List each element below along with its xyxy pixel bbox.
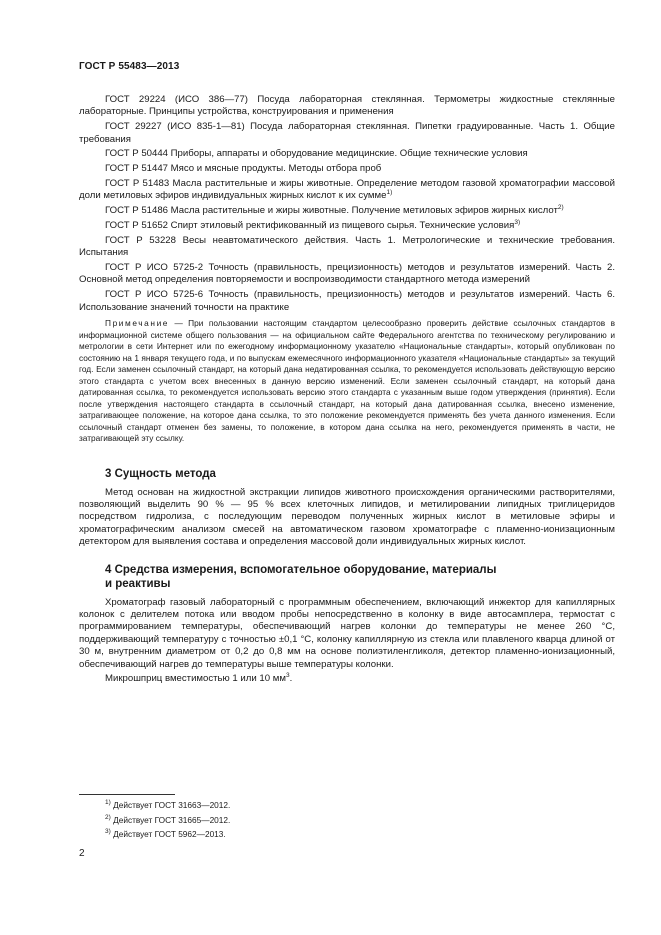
paragraph-end: . [289,672,293,684]
reference-item [79,205,615,217]
footnote-mark: 3) [514,219,521,226]
reference-item: ГОСТ Р ИСО 5725-6 Точность (правильность, прецизионность) методов и результатов измерений. Часть 6. Использование значений точности на практике [79,289,615,313]
reference-item [79,178,615,203]
reference-item: ГОСТ Р 51447 Мясо и мясные продукты. Методы отбора проб [105,163,382,175]
footnote-mark: 2) [557,204,564,212]
reference-text: ГОСТ Р 51486 Масла растительные и жиры животные. Получение метиловых эфиров жирных кислот [105,205,558,217]
footnote-text: Действует ГОСТ 5962—2013. [110,829,226,839]
footnote [105,827,230,842]
reference-item [79,220,615,232]
reference-item: ГОСТ 29227 (ИСО 835-1—81) Посуда лабораторная стеклянная. Пипетки градуированные. Часть 1. Общие требования [79,121,615,145]
section-3-heading: 3 Сущность метода [105,467,216,480]
section-4-heading [105,563,615,591]
footnote-mark: 3) [105,828,111,835]
note-label: Примечание [105,318,170,329]
footnotes [105,798,230,842]
paragraph-text: Микрошприц вместимостью 1 или 10 мм [105,672,286,684]
footnote [105,813,230,828]
note-text: — При пользовании настоящим стандартом целесообразно проверить действие ссылочных стандартов в информационной системе общего пользования — на официальном сайте Федерального агентства по техническому регулированию и метрологии в сети Интернет или по ежегодному информационному указателю «Национальные стандарты», который опубликован по состоянию на 1 января текущего года, и по выпускам ежемесячного информационного указателя «Национальные стандарты» за текущий год. Если заменен ссылочный стандарт, на который дана недатированная ссылка, то рекомендуется использовать действующую версию этого стандарта с учетом всех внесенных в данную версию изменений. Если заменен ссылочный стандарт, на который дана датированная ссылка, то рекомендуется использовать версию этого стандарта с указанным выше годом утверждения (принятия). Если после утверждения настоящего стандарта в ссылочный стандарт, на который дана датированная ссылка, внесено изменение, затрагивающее положение, на которое дана ссылка, то это положение рекомендуется применять без учета данного изменения. Если ссылочный стандарт отменен без замены, то положение, в котором дана ссылка на него, рекомендуется применять в части, не затрагивающей эту ссылку. [79,318,615,444]
footnote-mark: 1) [386,189,393,197]
footnote-mark: 1) [105,799,111,806]
page-header: ГОСТ Р 55483—2013 [79,61,180,72]
reference-item: ГОСТ Р ИСО 5725-2 Точность (правильность, прецизионность) методов и результатов измерений. Часть 2. Основной метод определения повторяемости и воспроизводимости стандартного метода измерений [79,262,615,286]
section-4-paragraph-2 [79,673,615,685]
section-4-heading-line2: и реактивы [105,577,171,590]
note-paragraph [79,318,615,445]
reference-item: ГОСТ Р 50444 Приборы, аппараты и оборудование медицинские. Общие технические условия [105,148,528,160]
reference-text: ГОСТ Р 51483 Масла растительные и жиры животные. Определение методом газовой хроматографии массовой доли метиловых эфиров индивидуальных жирных кислот к их сумме [79,178,615,202]
section-3-text: Метод основан на жидкостной экстракции липидов животного происхождения органическими растворителями, позволяющий выделить 90 % — 95 % всех клеточных липидов, и метилировании липидных триглицеридов посредством гидролиза, с последующим переводом полученных жирных кислот в метиловые эфиры и хроматографическим анализом смесей на автоматическом газовом хроматографе с пламенно-ионизационным детектором для выявления состава и определения массовой доли индивидуальных жирных кислот. [79,486,615,548]
footnote-mark: 2) [105,813,111,821]
footnote [105,798,230,813]
footnote-text: Действует ГОСТ 31665—2012. [110,814,231,825]
reference-item: ГОСТ Р 53228 Весы неавтоматического действия. Часть 1. Метрологические и технические требования. Испытания [79,234,615,259]
footnote-text: Действует ГОСТ 31663—2012. [110,800,231,810]
reference-text: ГОСТ Р 51652 Спирт этиловый ректификованный из пищевого сырья. Технические условия [105,220,515,231]
section-4-heading-line1: 4 Средства измерения, вспомогательное оборудование, материалы [105,563,497,576]
reference-item: ГОСТ 29224 (ИСО 386—77) Посуда лабораторная стеклянная. Термометры жидкостные стеклянные лабораторные. Принципы устройства, конструирования и применения [79,94,615,118]
footnote-separator [79,794,175,795]
page-number: 2 [79,848,85,859]
section-4-paragraph-1: Хроматограф газовый лабораторный с программным обеспечением, включающий инжектор для капиллярных колонок с делителем потока или вводом пробы непосредственно в колонку в виде автосамплера, термостат с программированием температуры, обеспечивающий нагрев колонки до температуры не менее 260 °С, поддерживающий температуру с точностью ±0,1 °С, колонку капиллярную из стекла или плавленого кварца длиной от 30 м, внутренним диаметром от 0,2 до 0,8 мм на основе полиэтиленгликоля, детектор пламенно-ионизационный, обеспечивающий нагрев до температуры выше температуры колонки. [79,596,615,670]
document-body [79,94,615,687]
superscript: 3 [285,671,290,679]
